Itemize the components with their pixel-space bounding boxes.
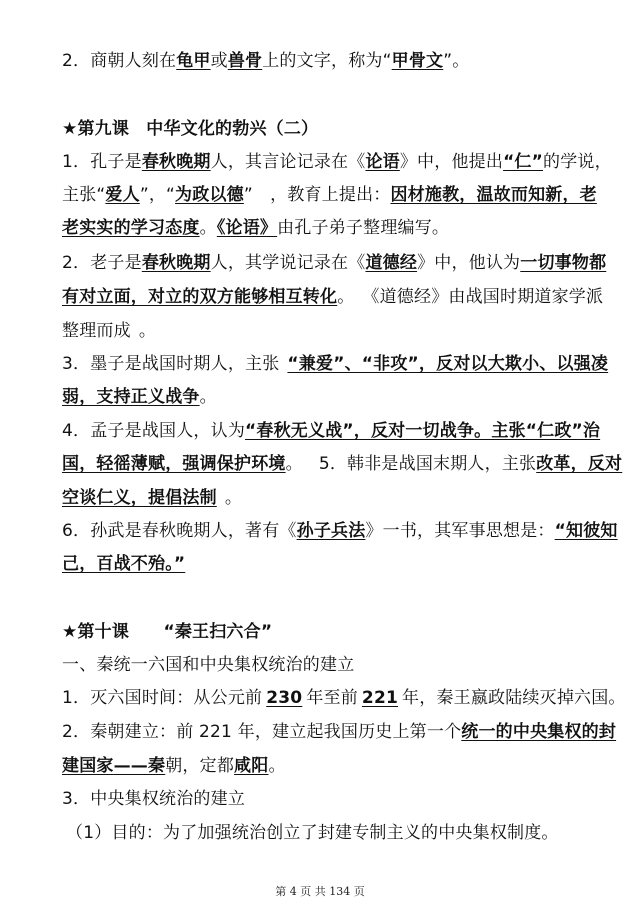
keyword: 春秋晚期 [141,152,211,172]
text: 。 [285,454,303,474]
lesson9-title: ★第九课 中华文化的勃兴（二） [62,119,319,139]
qin-line-3 [62,754,620,778]
text: 人，其学说记录在《 [210,253,366,273]
page-footer: 第 4 页 共 134 页 [275,885,365,898]
qin-line-4: 3．中央集权统治的建立 [62,789,246,809]
keyword: 老实实的学习态度 [62,218,200,238]
mozi-line-2 [62,385,620,409]
keyword: “知彼知 [554,521,618,541]
laozi-line-1 [62,251,620,275]
text: 4．孟子是战国人，认为 [62,421,246,441]
text: 1．孔子是 [62,152,142,172]
keyword: 统一的中央集权的封 [461,722,617,742]
text: 或 [210,51,228,71]
text: 。 [337,287,355,307]
laozi-line-3 [62,319,620,343]
text: 》中，他提出 [399,152,504,172]
keyword: “兼爱”、“非攻”，反对以大欺小、以强凌 [287,354,609,374]
text: ”。 [443,51,470,71]
text: 整理而成 [62,321,131,341]
keyword: 空谈仁义，提倡法制 [62,488,217,508]
keyword: 国，轻徭薄赋，强调保护环境 [62,454,286,474]
keyword: “仁” [503,152,544,172]
text: 上的文字，称为“ [262,51,392,71]
text: 年至前 [306,688,358,708]
keyword: 因材施教，温故而知新，老 [390,185,597,205]
laozi-line-2 [62,285,620,309]
sunwu-line-1 [62,519,620,543]
confucius-line-1 [62,150,620,174]
text: 。 [199,387,217,407]
keyword: 一切事物都 [520,253,607,273]
qin-line-1 [62,686,626,710]
keyword: 孙子兵法 [296,521,366,541]
text: 》一书，其军事思想是： [365,521,555,541]
text: 人，其言论记录在《 [210,152,366,172]
year-230: 230 [266,688,303,708]
keyword: 《论语》 [216,218,278,238]
mozi-line-1 [62,352,620,376]
text: 2．秦朝建立：前 221 年，建立起我国历史上第一个 [62,722,462,742]
confucius-line-2 [62,183,620,207]
text: ”，“ [139,185,176,205]
keyword: 论语 [365,152,400,172]
text: 主张“ [62,185,106,205]
text: 2．老子是 [62,253,142,273]
text: 3．墨子是战国时期人，主张 [62,354,280,374]
mencius-line-2 [62,452,623,476]
text: 2．商朝人刻在 [62,51,177,71]
keyword: 爱人 [105,185,140,205]
confucius-line-3 [62,216,620,240]
sunwu-line-2 [62,552,620,576]
text: 年，秦王嬴政陆续灭掉六国。 [402,688,626,708]
keyword-animal-bone: 兽骨 [227,51,263,71]
text: 《道德经》由战国时期道家学派 [362,287,604,307]
qin-line-5: （1）目的：为了加强统治创立了封建专制主义的中央集权制度。 [66,823,559,843]
keyword: 己，百战不殆。” [62,554,186,574]
keyword: 有对立面，对立的双方能够相互转化 [62,287,338,307]
text: 5．韩非是战国末期人，主张 [318,454,537,474]
keyword: 改革，反对 [536,454,623,474]
line-oracle-bone [62,49,620,73]
text: 。 [224,488,243,508]
keyword-oracle-script: 甲骨文 [391,51,444,71]
keyword: 弱，支持正义战争 [62,387,200,407]
qin-line-2 [62,720,620,744]
text: 》中，他认为 [417,253,521,273]
keyword-tortoise-shell: 龟甲 [176,51,211,71]
text: 由孔子弟子整理编写。 [277,218,450,238]
text: 1．灭六国时间：从公元前 [62,688,263,708]
keyword: 建国家 [62,756,114,776]
text: 。 [268,756,286,776]
mencius-line-1 [62,419,620,443]
text: ” ，教育上提出： [243,185,391,205]
lesson10-subtitle: 一、秦统一六国和中央集权统治的建立 [62,655,355,675]
year-221: 221 [361,688,399,708]
text: 。 [138,321,157,341]
mencius-line-3 [62,486,620,510]
keyword: 道德经 [365,253,418,273]
keyword: 秦 [148,756,166,776]
text: 朝，定都 [165,756,235,776]
text: 。 [199,218,217,238]
text: 6．孙武是春秋晚期人，著有《 [62,521,297,541]
keyword: —— [113,756,149,776]
keyword: 咸阳 [234,756,269,776]
keyword: 为政以德 [175,185,244,205]
text: 的学说， [543,152,612,172]
keyword: 春秋晚期 [141,253,211,273]
keyword: “春秋无义战”，反对一切战争。主张“仁政”治 [245,421,601,441]
lesson10-title: ★第十课 “秦王扫六合” [62,622,273,642]
